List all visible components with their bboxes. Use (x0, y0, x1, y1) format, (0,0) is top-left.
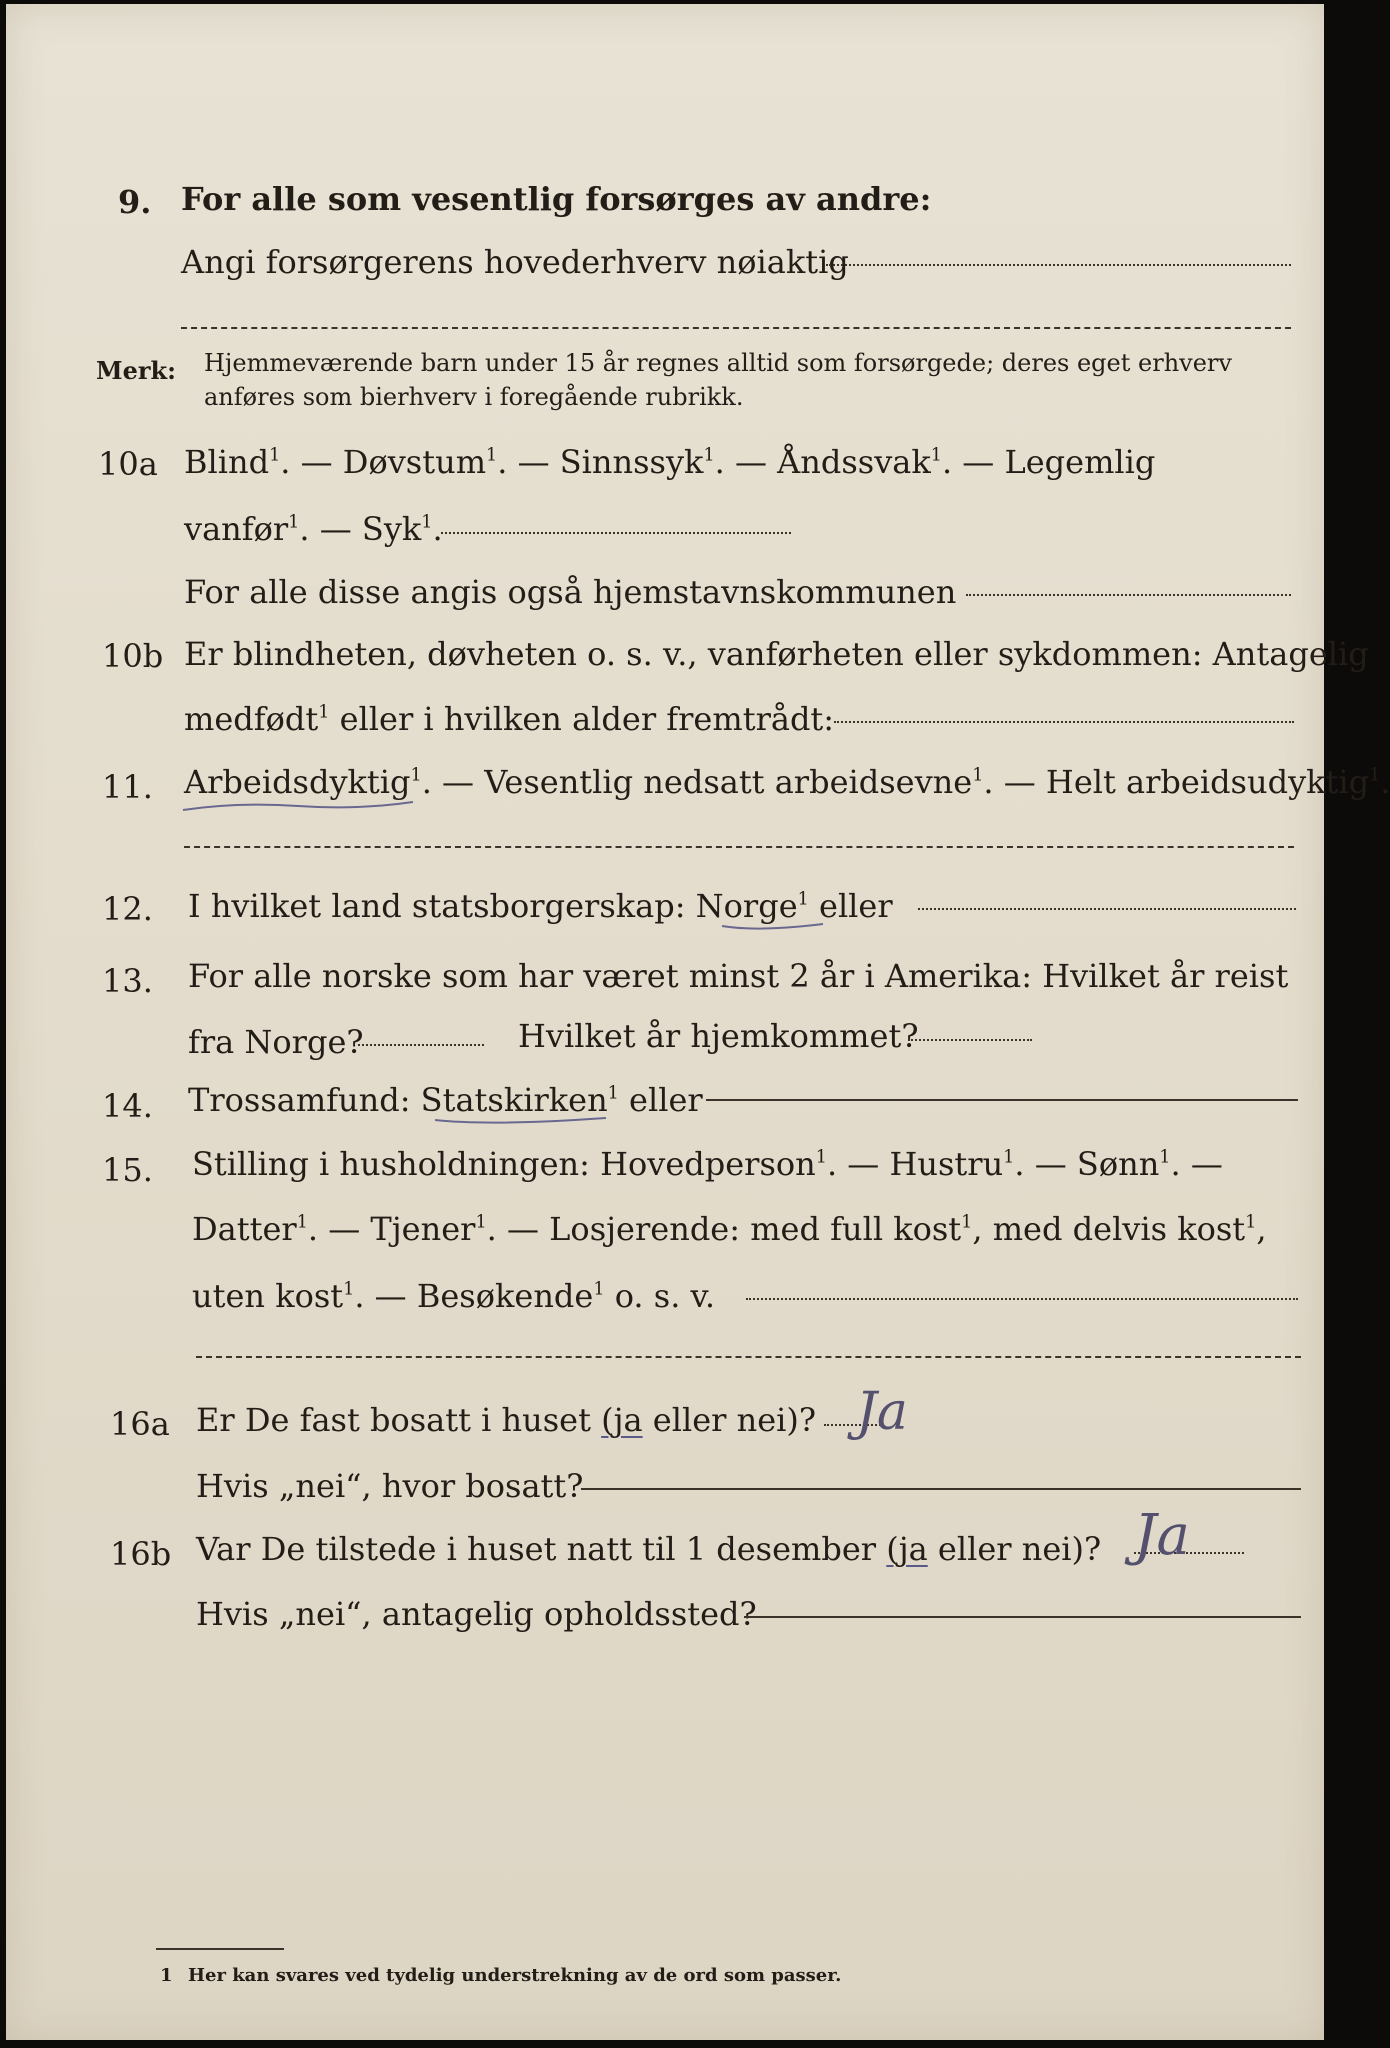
q13-line-2a: fra Norge? (188, 1023, 364, 1061)
q16a-line-2: Hvis „nei“, hvor bosatt? (196, 1467, 584, 1505)
footnote-rule (156, 1948, 284, 1950)
q14-number: 14. (102, 1087, 153, 1125)
merk-line-1: Hjemmeværende barn under 15 år regnes alltid som forsørgede; deres eget erhverv (204, 349, 1232, 377)
q13-number: 13. (102, 962, 153, 1000)
q10a-number: 10a (98, 445, 158, 483)
q11-handwritten-underline (178, 796, 418, 816)
q16a-bosatt-line[interactable] (581, 1488, 1301, 1490)
q16a-handwritten-answer: Ja (856, 1382, 908, 1442)
q14-answer-line[interactable] (706, 1099, 1298, 1101)
q16a-number: 16a (110, 1405, 170, 1443)
q11-answer-line[interactable] (184, 846, 1294, 848)
q15-number: 15. (102, 1151, 153, 1189)
q15-answer-line[interactable] (746, 1298, 1298, 1300)
census-form-page (6, 4, 1390, 2040)
q10a-answer-line[interactable] (441, 532, 791, 534)
q13-line-1: For alle norske som har været minst 2 år i Amerika: Hvilket år reist (188, 957, 1289, 995)
q10a-line-1: Blind$^1$. — Døvstum$^1$. — Sinnssyk$^1$. — Åndssvak$^1$. — Legemlig (184, 443, 1156, 481)
q16b-handwritten-answer: Ja (1134, 1503, 1190, 1568)
q16b-line-2: Hvis „nei“, antagelig opholdssted? (196, 1595, 757, 1633)
q16b-number: 16b (110, 1535, 172, 1573)
q15-line-2: Datter$^1$. — Tjener$^1$. — Losjerende: med full kost$^1$, med delvis kost$^1$, (192, 1210, 1267, 1248)
footnote-text: Her kan svares ved tydelig understrekning av de ord som passer. (188, 1965, 842, 1986)
q9-answer-line[interactable] (826, 264, 1291, 266)
q16a-line-1: Er De fast bosatt i huset (ja eller nei)? (196, 1401, 817, 1439)
q9-answer-line-2[interactable] (181, 327, 1291, 329)
merk-label: Merk: (96, 356, 176, 385)
q15-answer-line-2[interactable] (196, 1356, 1301, 1358)
q12-handwritten-underline (718, 916, 828, 934)
q10b-answer-line[interactable] (834, 721, 1294, 723)
q15-line-3: uten kost$^1$. — Besøkende$^1$ o. s. v. (192, 1277, 715, 1315)
q12-number: 12. (102, 890, 153, 928)
q11-number: 11. (102, 768, 153, 806)
q10b-line-1: Er blindheten, døvheten o. s. v., vanførheten eller sykdommen: Antagelig (184, 635, 1369, 673)
q10b-line-2: medfødt$^1$ eller i hvilken alder fremtrådt: (184, 700, 835, 738)
q10a-line-2: vanfør$^1$. — Syk$^1$. (184, 510, 443, 548)
q13-reist-line[interactable] (358, 1044, 484, 1046)
q10a-hjemstavn-line[interactable] (966, 594, 1291, 596)
q9-number: 9. (118, 183, 152, 221)
footnote-mark: 1 (160, 1965, 173, 1986)
q14-handwritten-underline (431, 1112, 611, 1130)
q16b-opholdssted-line[interactable] (744, 1616, 1301, 1618)
q9-heading: For alle som vesentlig forsørges av andre: (181, 180, 932, 218)
q12-line: I hvilket land statsborgerskap: Norge$^1$ eller (188, 887, 893, 925)
q16b-line-1: Var De tilstede i huset natt til 1 desember (ja eller nei)? (196, 1530, 1102, 1568)
q10b-number: 10b (102, 637, 164, 675)
q13-line-2b: Hvilket år hjemkommet? (518, 1017, 919, 1055)
q13-hjemkommet-line[interactable] (908, 1039, 1032, 1041)
q12-answer-line[interactable] (918, 908, 1296, 910)
q10a-line-3: For alle disse angis også hjemstavnskommunen (184, 573, 957, 611)
q14-line: Trossamfund: Statskirken$^1$ eller (188, 1081, 703, 1119)
merk-line-2: anføres som bierhverv i foregående rubrikk. (204, 383, 744, 411)
q15-line-1: Stilling i husholdningen: Hovedperson$^1$. — Hustru$^1$. — Sønn$^1$. — (192, 1145, 1223, 1183)
q11-options: Arbeidsdyktig$^1$. — Vesentlig nedsatt arbeidsevne$^1$. — Helt arbeidsudyktig$^1$. (184, 763, 1390, 801)
q9-line: Angi forsørgerens hovederhverv nøiaktig (181, 243, 849, 281)
